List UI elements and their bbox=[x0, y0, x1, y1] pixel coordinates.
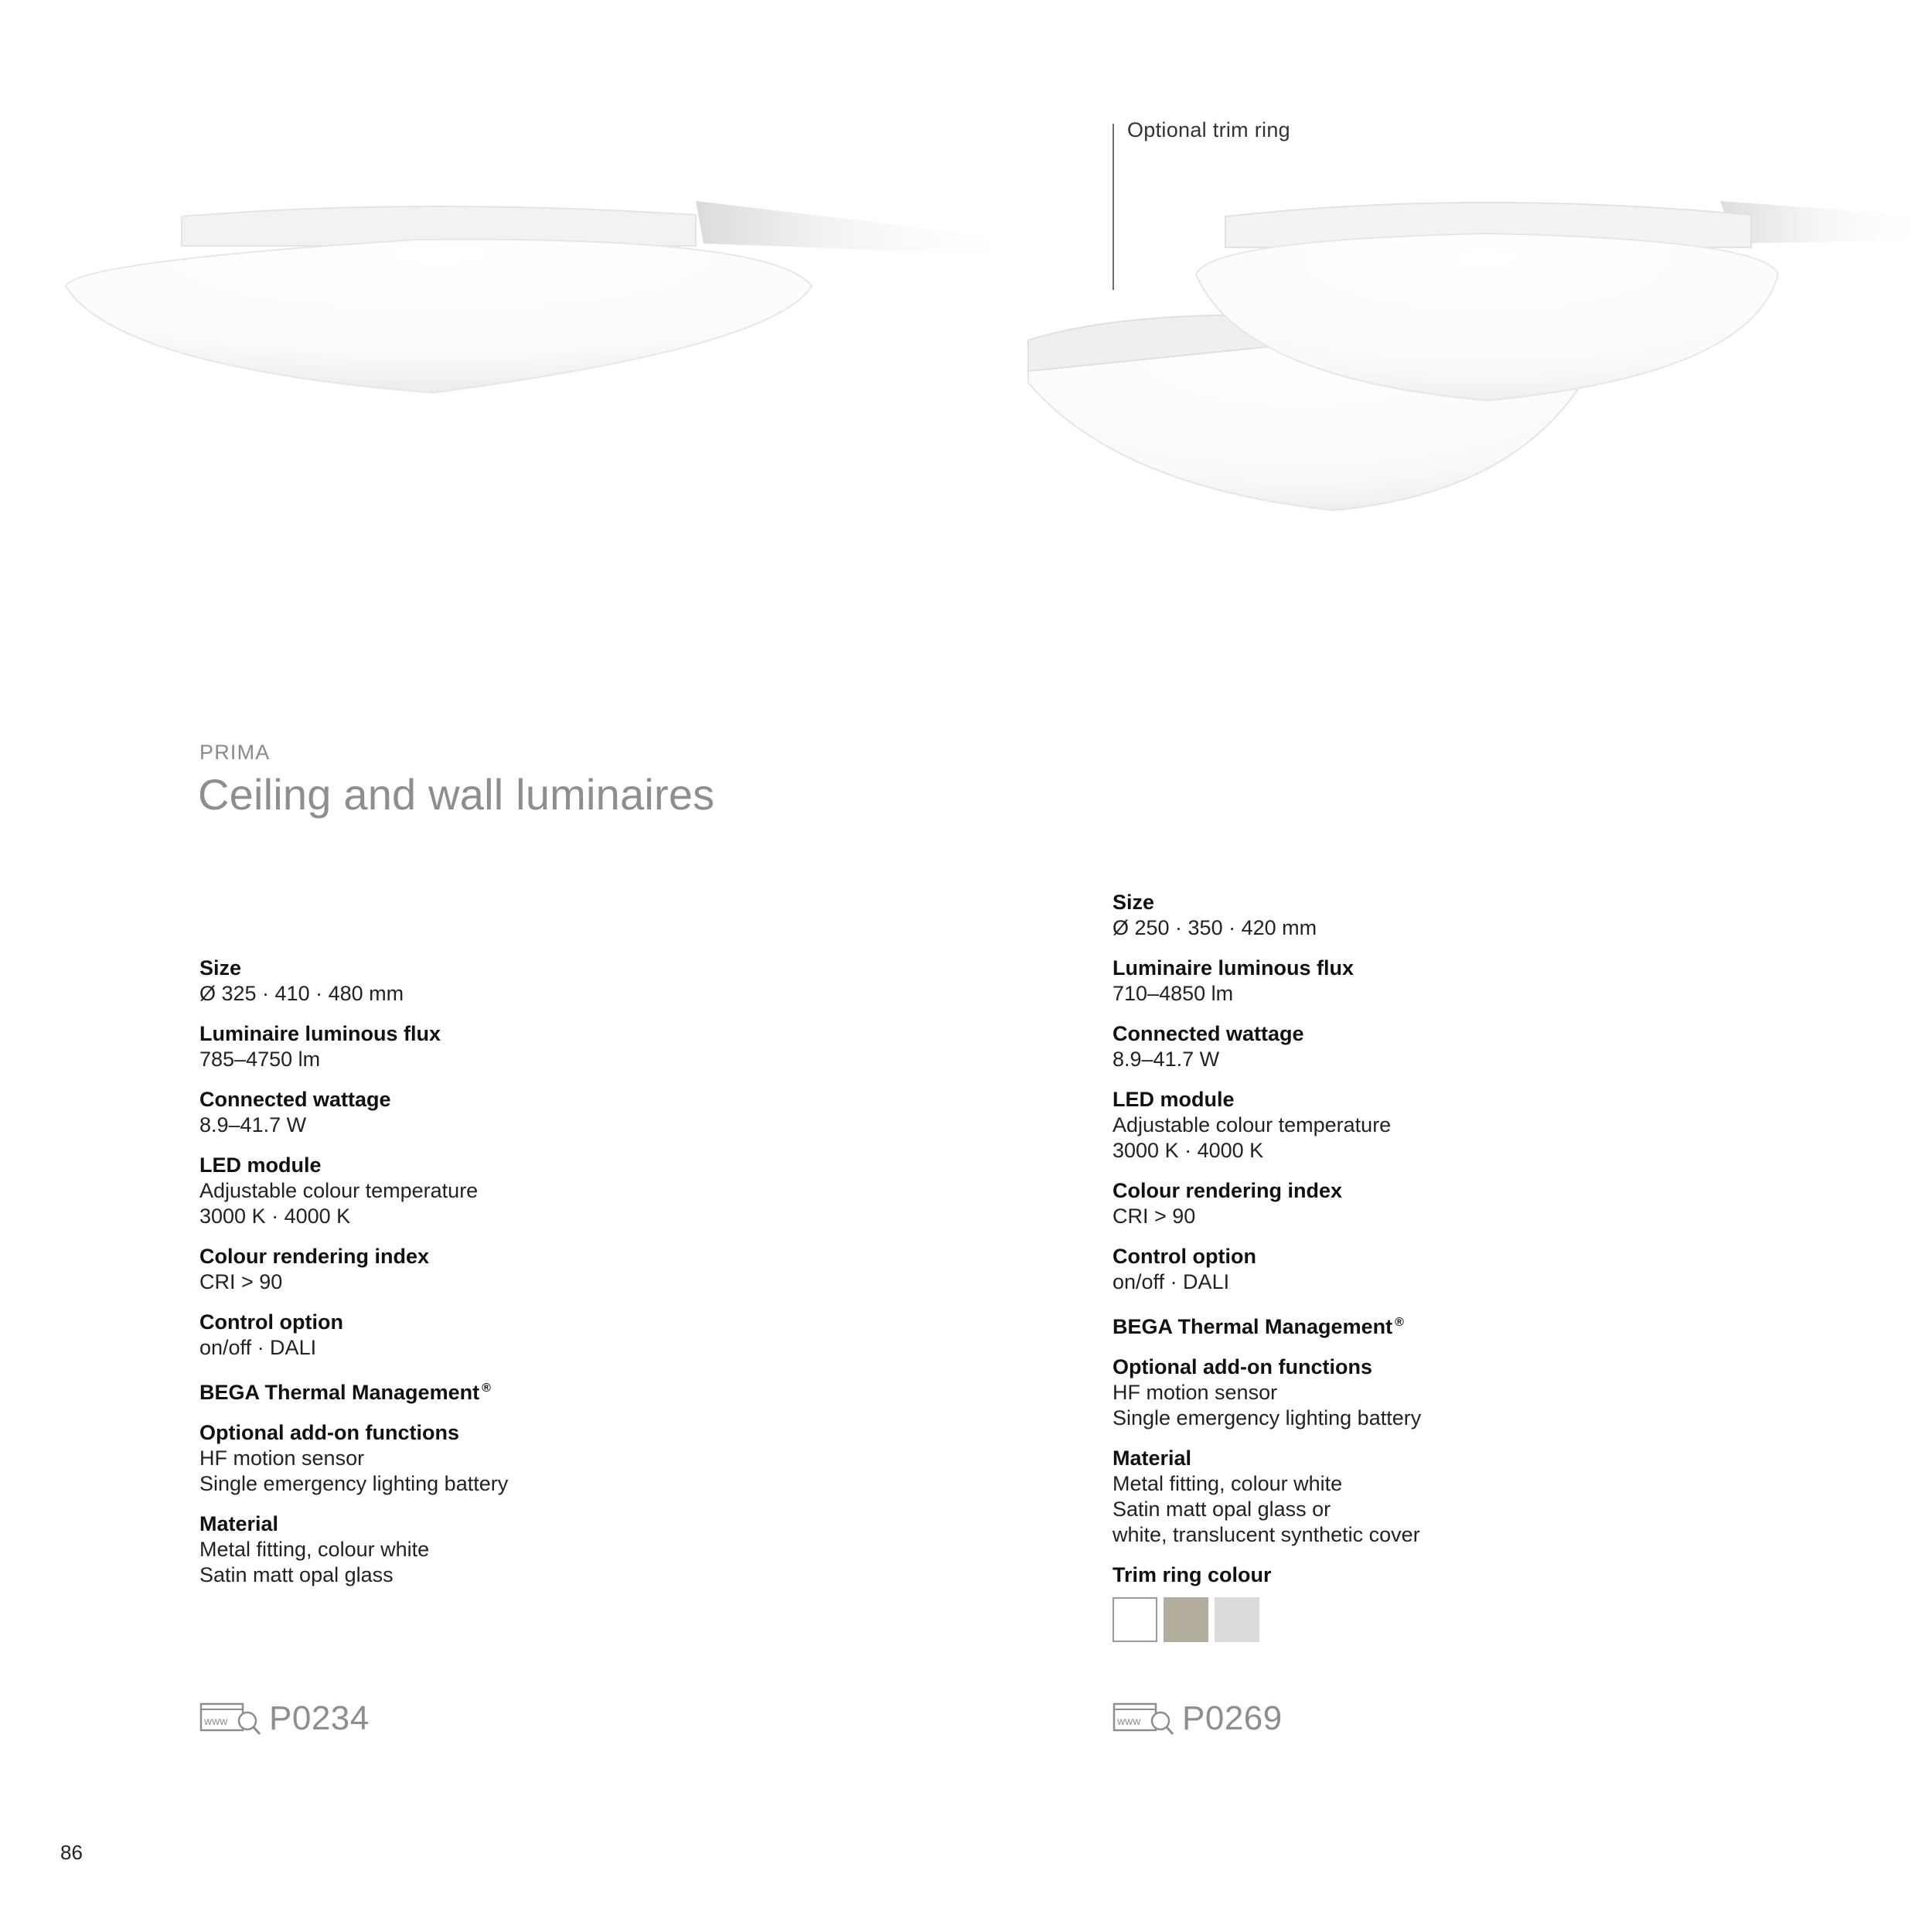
spec-value bbox=[1113, 981, 1654, 1007]
spec-item bbox=[199, 1310, 741, 1361]
spec-item bbox=[199, 956, 741, 1007]
spec-value-line: Satin matt opal glass or bbox=[1113, 1498, 1331, 1521]
spec-label: Size bbox=[1113, 891, 1155, 914]
www-search-icon bbox=[199, 1701, 261, 1736]
spec-value bbox=[1113, 1047, 1654, 1072]
spec-value bbox=[199, 1047, 741, 1072]
spec-item bbox=[1113, 956, 1654, 1007]
spec-value bbox=[1113, 1204, 1654, 1229]
callout-line bbox=[1113, 124, 1114, 290]
spec-value-line: HF motion sensor bbox=[1113, 1381, 1278, 1404]
spec-label: Trim ring colour bbox=[1113, 1563, 1272, 1586]
spec-value-line: CRI > 90 bbox=[1113, 1205, 1196, 1228]
spec-value bbox=[199, 1113, 741, 1138]
trim-ring-colour bbox=[1113, 1562, 1654, 1642]
svg-text:www: www bbox=[1117, 1715, 1141, 1727]
spec-value bbox=[1113, 915, 1654, 941]
spec-item bbox=[1113, 1244, 1654, 1295]
spec-value-line: 8.9–41.7 W bbox=[199, 1113, 307, 1136]
spec-label: Control option bbox=[1113, 1245, 1256, 1268]
page-number: 86 bbox=[60, 1841, 83, 1864]
spec-item bbox=[1113, 1021, 1654, 1072]
spec-label: Colour rendering index bbox=[1113, 1179, 1343, 1202]
product-code: P0234 bbox=[269, 1699, 370, 1737]
spec-value-line: Satin matt opal glass bbox=[199, 1563, 394, 1586]
spec-value-line: 3000 K · 4000 K bbox=[199, 1205, 351, 1228]
spec-value-line: on/off · DALI bbox=[1113, 1270, 1230, 1293]
spec-value bbox=[1113, 1380, 1654, 1431]
spec-value-line: 3000 K · 4000 K bbox=[1113, 1139, 1264, 1162]
spec-label: Connected wattage bbox=[1113, 1022, 1304, 1045]
spec-value bbox=[1113, 1113, 1654, 1164]
spec-label: Connected wattage bbox=[199, 1088, 391, 1111]
spec-item bbox=[1113, 890, 1654, 941]
spec-label: Optional add-on functions bbox=[1113, 1355, 1372, 1378]
spec-value bbox=[199, 1335, 741, 1361]
svg-text:www: www bbox=[204, 1715, 228, 1727]
spec-value-line: Ø 325 · 410 · 480 mm bbox=[199, 982, 404, 1005]
spec-list-p0234 bbox=[199, 956, 741, 1603]
spec-item bbox=[199, 1021, 741, 1072]
spec-value-line: Adjustable colour temperature bbox=[1113, 1113, 1392, 1136]
spec-value-line: 785–4750 lm bbox=[199, 1048, 321, 1071]
spec-item bbox=[1113, 1087, 1654, 1164]
spec-value-line: on/off · DALI bbox=[199, 1336, 317, 1359]
spec-label: LED module bbox=[1113, 1088, 1235, 1111]
spec-value bbox=[199, 1446, 741, 1497]
spec-value-line: Metal fitting, colour white bbox=[199, 1538, 430, 1561]
spec-value-line: HF motion sensor bbox=[199, 1446, 365, 1470]
spec-value-line: CRI > 90 bbox=[199, 1270, 283, 1293]
spec-value bbox=[199, 1178, 741, 1229]
spec-item bbox=[199, 1375, 741, 1406]
callout-label: Optional trim ring bbox=[1127, 118, 1290, 141]
spec-value-line: white, translucent synthetic cover bbox=[1113, 1523, 1420, 1546]
swatch-silver[interactable] bbox=[1215, 1597, 1259, 1642]
spec-item bbox=[1113, 1354, 1654, 1431]
spec-value-line: Adjustable colour temperature bbox=[199, 1179, 479, 1202]
spec-item bbox=[1113, 1310, 1654, 1340]
spec-item bbox=[199, 1420, 741, 1497]
product-reference-p0269[interactable] bbox=[1113, 1699, 1283, 1738]
spec-label: Optional add-on functions bbox=[199, 1421, 459, 1444]
product-code: P0269 bbox=[1182, 1699, 1283, 1737]
spec-value-line: Single emergency lighting battery bbox=[199, 1472, 509, 1495]
registered-mark: ® bbox=[1395, 1316, 1404, 1329]
spec-label: Size bbox=[199, 956, 242, 980]
spec-value bbox=[1113, 1269, 1654, 1295]
spec-value bbox=[1113, 1471, 1654, 1548]
swatch-white[interactable] bbox=[1113, 1597, 1157, 1642]
spec-list-p0269 bbox=[1113, 890, 1654, 1657]
spec-item bbox=[1113, 1446, 1654, 1548]
www-search-icon bbox=[1113, 1701, 1174, 1736]
spec-label: Material bbox=[199, 1512, 279, 1535]
product-family: PRIMA bbox=[199, 741, 271, 764]
spec-item bbox=[199, 1087, 741, 1138]
spec-value-line: Ø 250 · 350 · 420 mm bbox=[1113, 916, 1317, 939]
colour-swatches bbox=[1113, 1597, 1654, 1642]
spec-item bbox=[1113, 1178, 1654, 1229]
spec-item bbox=[199, 1511, 741, 1588]
swatch-bronze[interactable] bbox=[1164, 1597, 1208, 1642]
spec-value-line: 710–4850 lm bbox=[1113, 982, 1234, 1005]
spec-label: Luminaire luminous flux bbox=[199, 1022, 441, 1045]
spec-label: BEGA Thermal Management ® bbox=[199, 1381, 491, 1404]
spec-value bbox=[199, 981, 741, 1007]
page-title: Ceiling and wall luminaires bbox=[198, 770, 715, 819]
spec-label: Luminaire luminous flux bbox=[1113, 956, 1354, 980]
product-reference-p0234[interactable] bbox=[199, 1699, 370, 1738]
spec-label: Control option bbox=[199, 1310, 343, 1334]
spec-value bbox=[199, 1537, 741, 1588]
spec-label: BEGA Thermal Management ® bbox=[1113, 1315, 1404, 1338]
spec-value-line: 8.9–41.7 W bbox=[1113, 1048, 1220, 1071]
spec-item bbox=[199, 1153, 741, 1229]
spec-item bbox=[199, 1244, 741, 1295]
spec-label: Material bbox=[1113, 1446, 1192, 1470]
spec-value-line: Single emergency lighting battery bbox=[1113, 1406, 1422, 1429]
luminaire-photo-p0234 bbox=[46, 170, 1021, 417]
registered-mark: ® bbox=[482, 1382, 491, 1395]
spec-label: LED module bbox=[199, 1153, 322, 1177]
spec-value-line: Metal fitting, colour white bbox=[1113, 1472, 1343, 1495]
spec-label: Colour rendering index bbox=[199, 1245, 430, 1268]
luminaire-photo-p0269 bbox=[1024, 186, 1932, 518]
spec-value bbox=[199, 1269, 741, 1295]
